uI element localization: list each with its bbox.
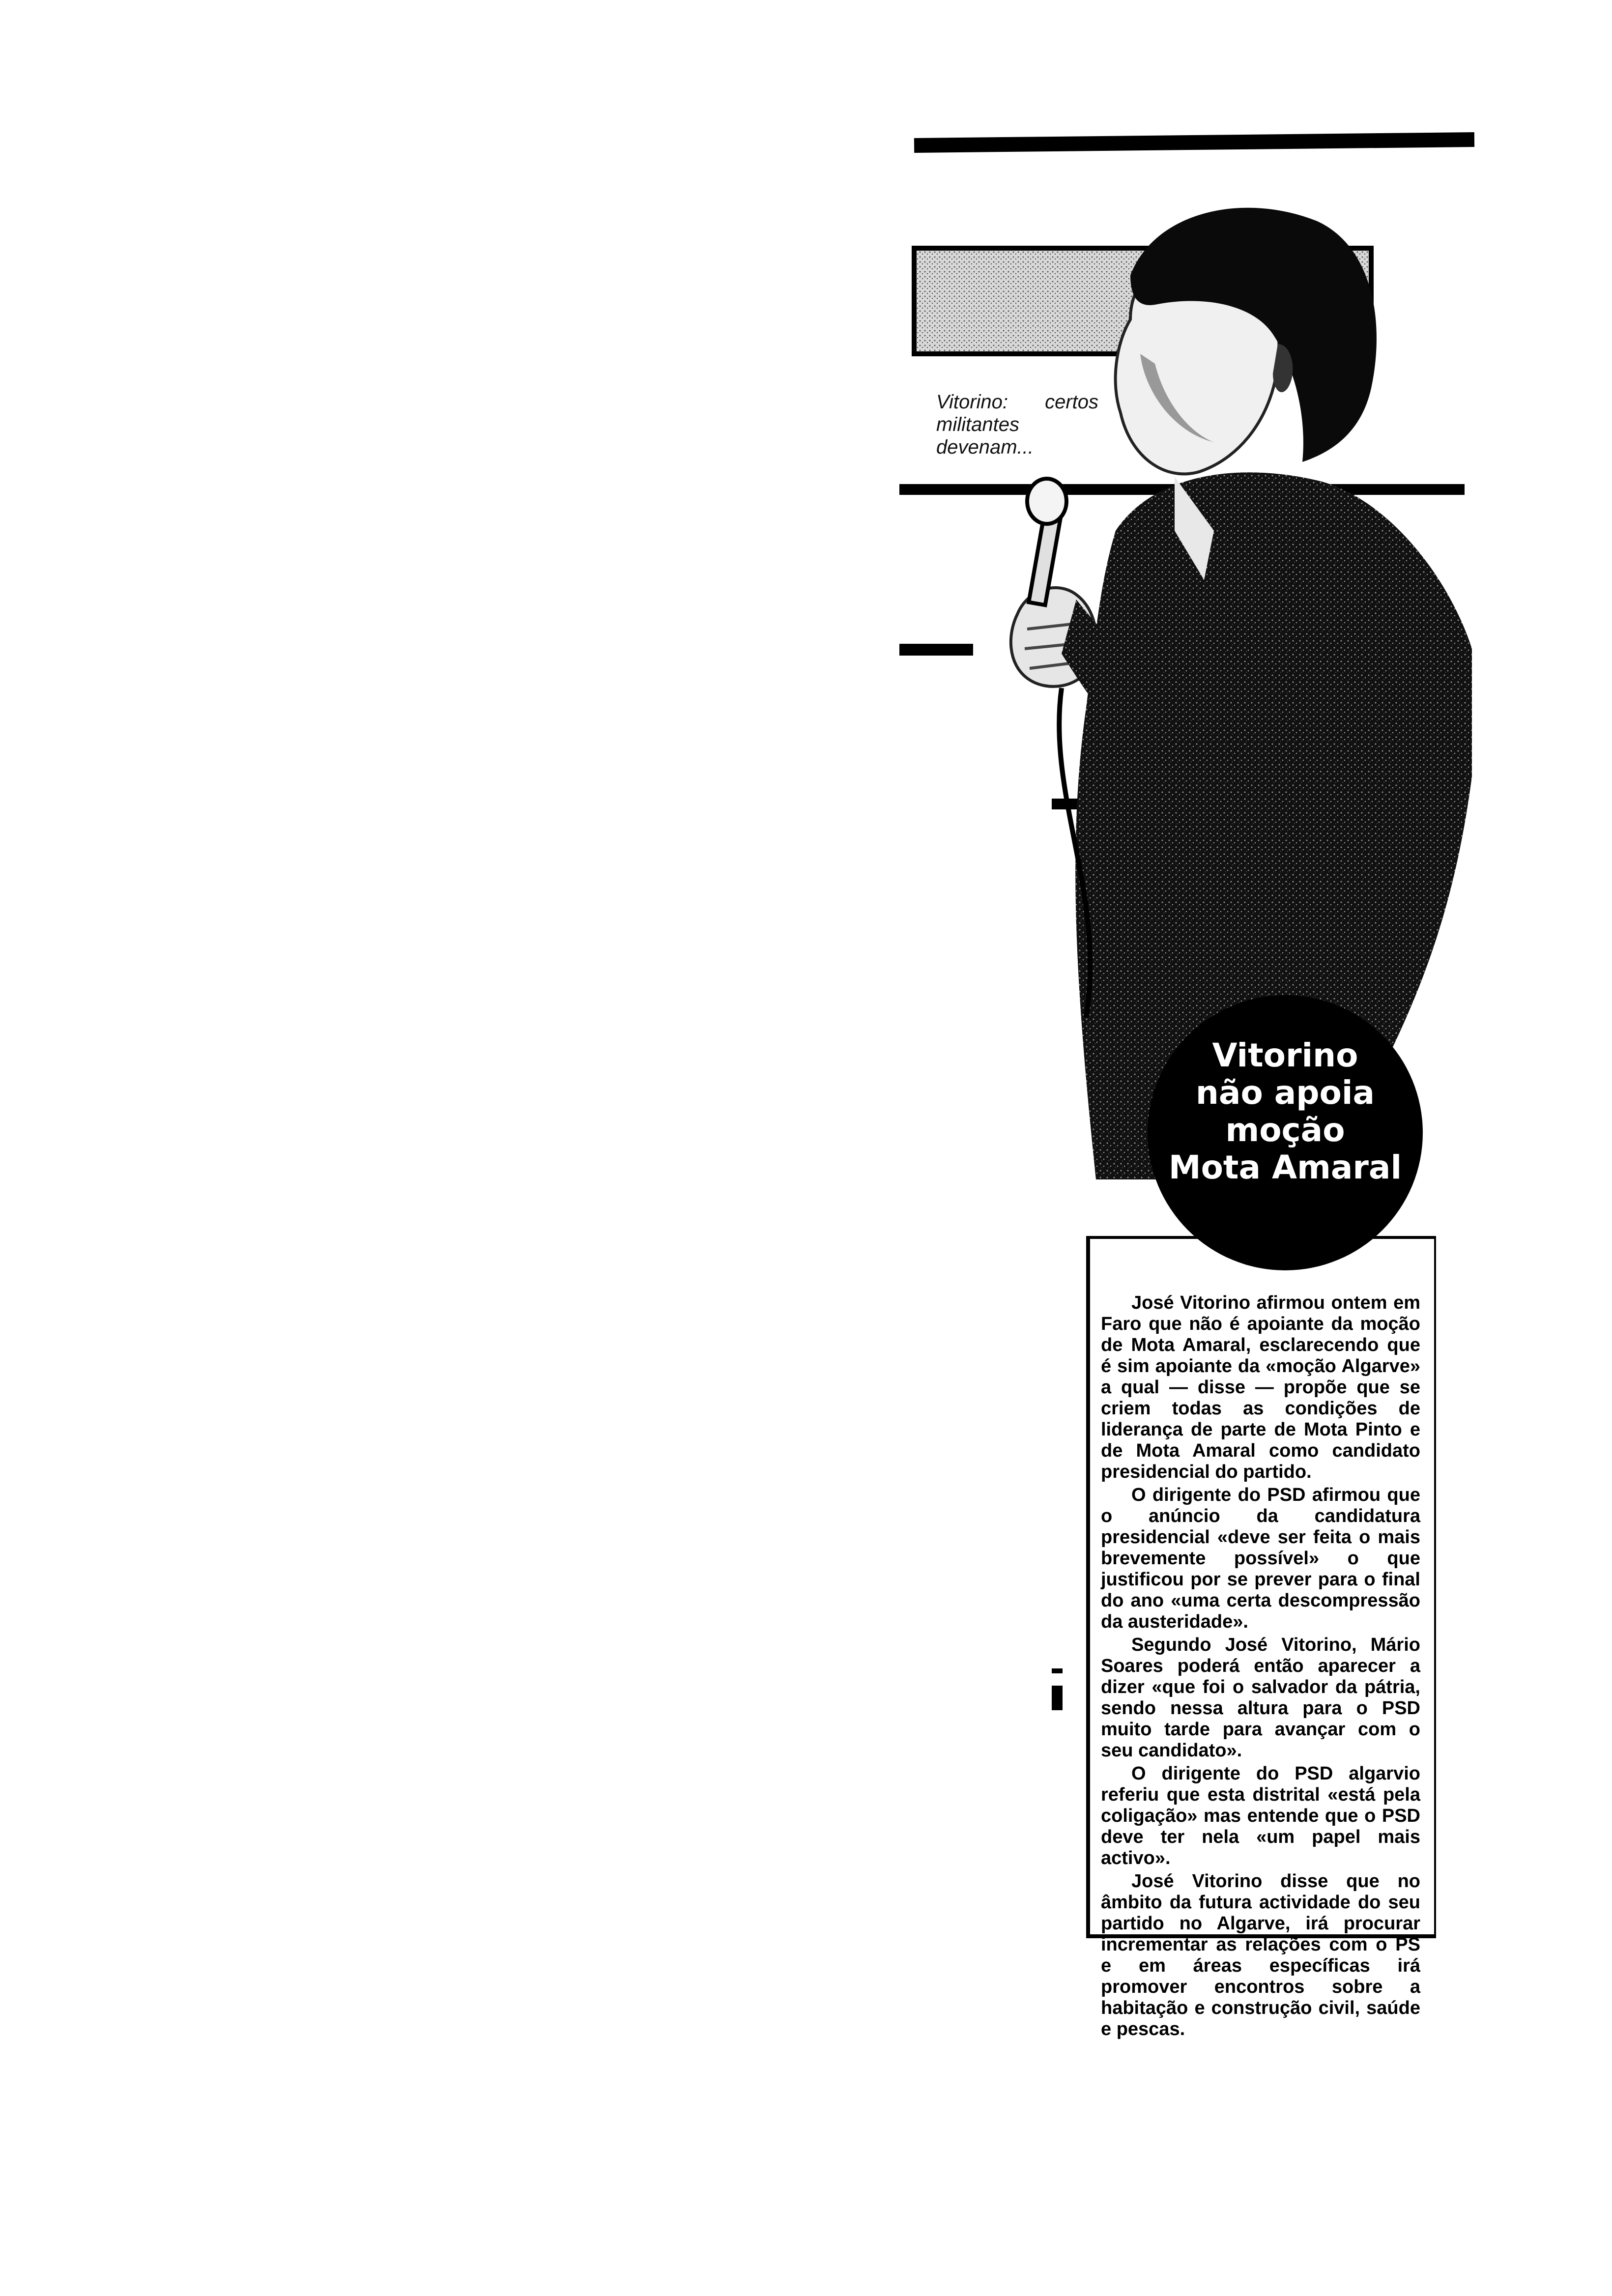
headline-line: não apoia xyxy=(1195,1074,1375,1112)
headline-line: Vitorino xyxy=(1212,1036,1358,1074)
top-rule xyxy=(914,132,1474,153)
article-paragraph: O dirigente do PSD afirmou que o anúncio da candidatura presidencial «deve ser feita o mais brevemente possível» o que justificou por se prever para o final do ano «uma certa descompressão da austeridade». xyxy=(1101,1485,1420,1632)
headline xyxy=(1148,1037,1423,1186)
article-paragraph: José Vitorino afirmou ontem em Faro que não é apoiante da moção de Mota Amaral, esclarecendo que é sim apoiante da «moção Algarve» a qual — disse — propõe que se criem todas as condições de liderança de parte de Mota Pinto e de Mota Amaral como candidato presidencial do partido. xyxy=(1101,1292,1420,1482)
portrait-photo xyxy=(899,157,1474,1179)
margin-mark xyxy=(1052,1686,1063,1710)
article-paragraph: O dirigente do PSD algarvio referiu que esta distrital «está pela coligação» mas entende que o PSD deve ter nela «um papel mais activo». xyxy=(1101,1763,1420,1868)
article-paragraph: Segundo José Vitorino, Mário Soares poderá então aparecer a dizer «que foi o salvador da pátria, sendo nessa altura para o PSD muito tarde para avançar com o seu candidato». xyxy=(1101,1635,1420,1761)
wall-bar xyxy=(899,644,973,656)
photo-caption: Vitorino: certos militantes devenam... xyxy=(936,391,1098,458)
headline-line: Mota Amaral xyxy=(1168,1148,1402,1186)
headline-line: moção xyxy=(1225,1111,1345,1149)
article-paragraph: José Vitorino disse que no âmbito da futura actividade do seu partido no Algarve, irá procurar incrementar as relações com o PS e em áreas específicas irá promover encontros sobre a habitação e construção civil, saúde e pescas. xyxy=(1101,1871,1420,2039)
article-body xyxy=(1101,1292,1420,2042)
margin-mark xyxy=(1052,1668,1063,1673)
